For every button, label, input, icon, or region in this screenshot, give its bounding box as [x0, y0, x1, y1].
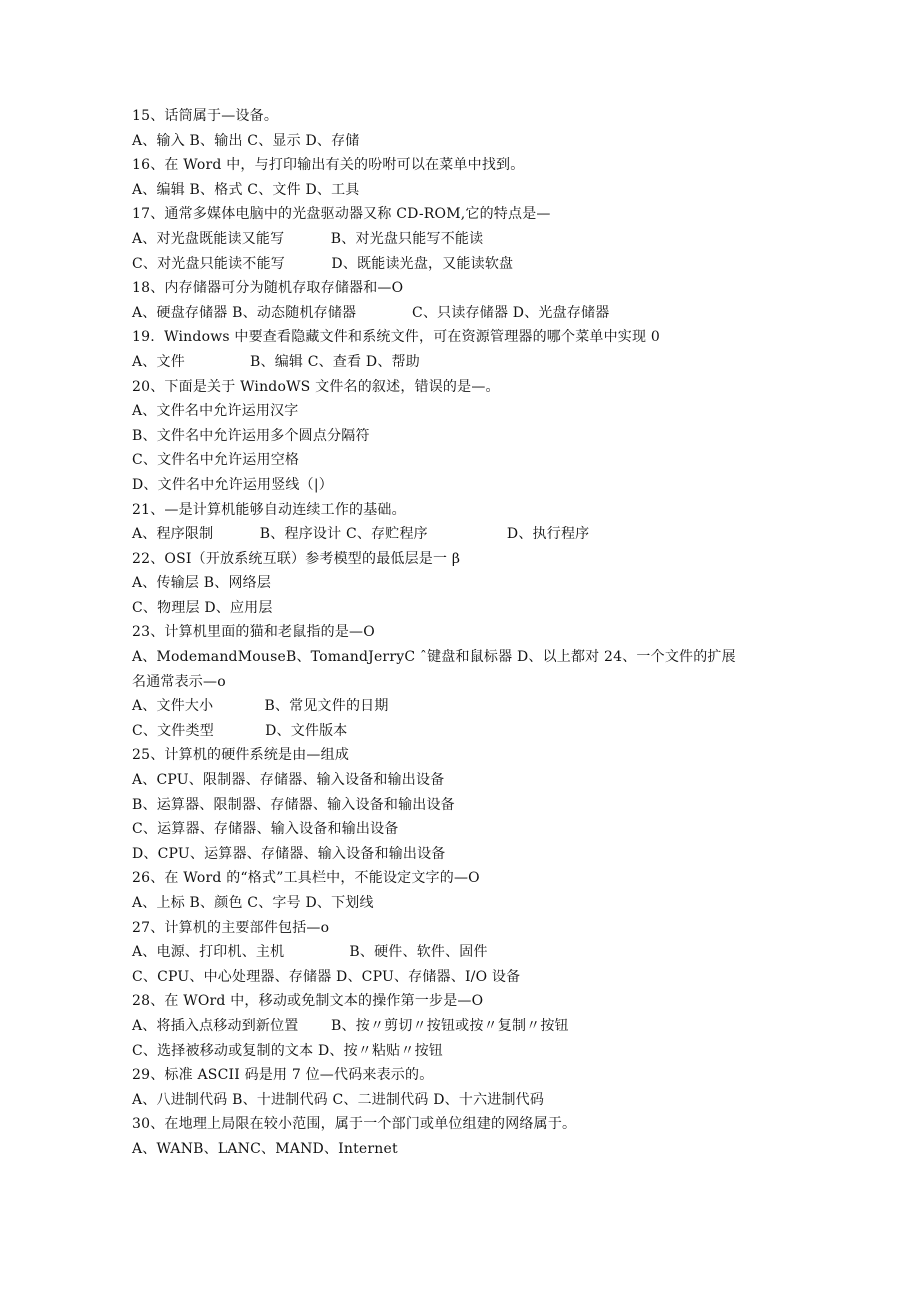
option-20-c: C、文件名中允许运用空格: [132, 452, 300, 469]
question-28: 28、在 WOrd 中，移动或免制文本的操作第一步是—O: [132, 993, 484, 1010]
options-27-cd: C、CPU、中心处理器、存储器 D、CPU、存储器、I/O 设备: [132, 968, 521, 985]
document-body: [132, 104, 832, 1162]
options-23-and-question-24: A、ModemandMouseB、TomandJerryC ˆ键盘和鼠标器 D、以上都对 24、一个文件的扩展名通常表示—o: [132, 649, 736, 690]
question-22: 22、OSI（开放系统互联）参考模型的最低层是一 β: [132, 550, 461, 567]
options-27-ab: A、电源、打印机、主机 B、硬件、软件、固件: [132, 944, 488, 961]
option-25-c: C、运算器、存储器、输入设备和输出设备: [132, 821, 399, 838]
option-25-d: D、CPU、运算器、存储器、输入设备和输出设备: [132, 845, 446, 862]
option-20-d: D、文件名中允许运用竖线（|）: [132, 476, 333, 493]
options-30: A、WANB、LANC、MAND、Internet: [132, 1140, 398, 1157]
options-15: A、输入 B、输出 C、显示 D、存储: [132, 132, 360, 149]
question-27: 27、计算机的主要部件包括—o: [132, 919, 330, 936]
option-25-b: B、运算器、限制器、存储器、输入设备和输出设备: [132, 796, 455, 813]
option-20-a: A、文件名中允许运用汉字: [132, 403, 299, 420]
options-24-cd: C、文件类型 D、文件版本: [132, 722, 348, 739]
question-20: 20、下面是关于 WindoWS 文件名的叙述，错误的是—。: [132, 378, 500, 395]
options-16: A、编辑 B、格式 C、文件 D、工具: [132, 181, 360, 198]
question-29: 29、标准 ASCII 码是用 7 位—代码来表示的。: [132, 1067, 434, 1084]
options-29: A、八进制代码 B、十进制代码 C、二进制代码 D、十六进制代码: [132, 1091, 545, 1108]
options-22-cd: C、物理层 D、应用层: [132, 599, 273, 616]
question-23: 23、计算机里面的猫和老鼠指的是—O: [132, 624, 375, 641]
question-30: 30、在地理上局限在较小范围，属于一个部门或单位组建的网络属于。: [132, 1116, 577, 1133]
question-25: 25、计算机的硬件系统是由—组成: [132, 747, 350, 764]
options-26: A、上标 B、颜色 C、字号 D、下划线: [132, 895, 374, 911]
options-17-cd: C、对光盘只能读不能写 D、既能读光盘，又能读软盘: [132, 255, 514, 272]
options-22-ab: A、传输层 B、网络层: [132, 575, 272, 592]
options-24-ab: A、文件大小 B、常见文件的日期: [132, 698, 389, 715]
option-25-a: A、CPU、限制器、存储器、输入设备和输出设备: [132, 772, 445, 789]
options-19: A、文件 B、编辑 C、查看 D、帮助: [132, 353, 420, 370]
options-18: A、硬盘存储器 B、动态随机存储器 C、只读存储器 D、光盘存储器: [132, 304, 610, 321]
options-28-cd: C、选择被移动或复制的文本 D、按〃粘贴〃按钮: [132, 1042, 443, 1059]
question-18: 18、内存储器可分为随机存取存储器和—O: [132, 280, 404, 297]
option-20-b: B、文件名中允许运用多个圆点分隔符: [132, 427, 370, 444]
question-19: 19. Windows 中要查看隐藏文件和系统文件，可在资源管理器的哪个菜单中实现 0: [132, 329, 660, 346]
question-16: 16、在 Word 中，与打印输出有关的吩咐可以在菜单中找到。: [132, 157, 525, 174]
options-28-ab: A、将插入点移动到新位置 B、按〃剪切〃按钮或按〃复制〃按钮: [132, 1017, 569, 1034]
options-21: A、程序限制 B、程序设计 C、存贮程序 D、执行程序: [132, 526, 590, 543]
options-17-ab: A、对光盘既能读又能写 B、对光盘只能写不能读: [132, 230, 484, 247]
question-26: 26、在 Word 的“格式”工具栏中，不能设定文字的—O: [132, 870, 480, 887]
question-21: 21、—是计算机能够自动连续工作的基础。: [132, 501, 406, 518]
question-15: 15、话筒属于—设备。: [132, 108, 279, 124]
question-17: 17、通常多媒体电脑中的光盘驱动器又称 CD-ROM,它的特点是—: [132, 206, 551, 223]
